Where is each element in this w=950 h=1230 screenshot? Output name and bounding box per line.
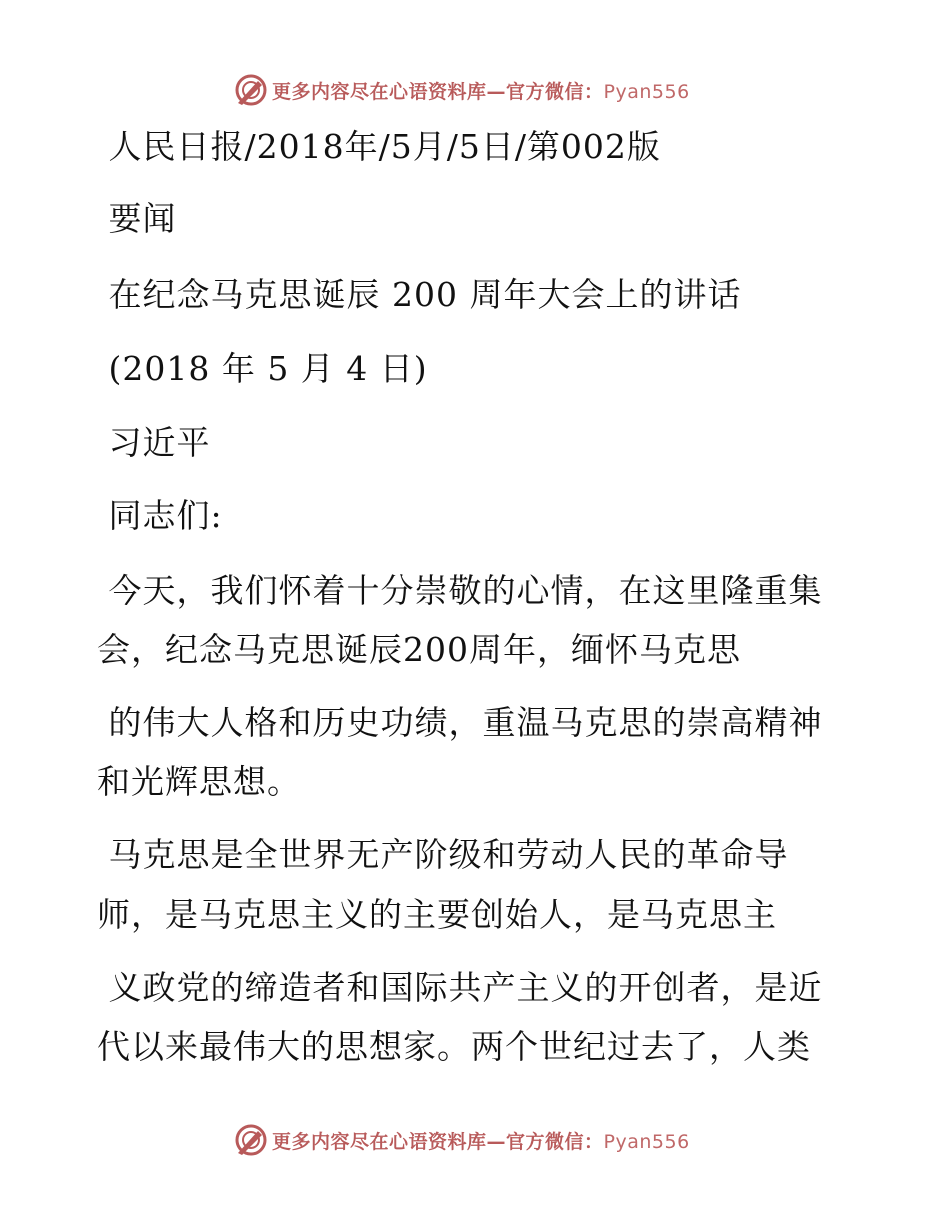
doc-line-paragraph: 的伟大人格和历史功绩，重温马克思的崇高精神 bbox=[97, 703, 823, 742]
doc-line-paragraph: 会，纪念马克思诞辰200周年，缅怀马克思 bbox=[97, 630, 741, 669]
pen-logo-icon bbox=[234, 73, 268, 107]
doc-line-paragraph: 义政党的缔造者和国际共产主义的开创者，是近 bbox=[97, 968, 823, 1007]
doc-line-paragraph: 师，是马克思主义的主要创始人，是马克思主 bbox=[97, 895, 777, 934]
watermark-header bbox=[234, 72, 690, 108]
doc-line-paragraph: 和光辉思想。 bbox=[97, 762, 301, 801]
watermark-footer bbox=[234, 1122, 690, 1158]
doc-line-paragraph: 代以来最伟大的思想家。两个世纪过去了，人类 bbox=[97, 1027, 811, 1066]
doc-line-paragraph: 马克思是全世界无产阶级和劳动人民的革命导 bbox=[97, 835, 789, 874]
doc-line-title: 在纪念马克思诞辰 200 周年大会上的讲话 bbox=[97, 275, 742, 314]
doc-line-author: 习近平 bbox=[97, 423, 211, 462]
pen-logo-icon bbox=[234, 1123, 268, 1157]
doc-line-date: (2018 年 5 月 4 日) bbox=[97, 349, 428, 388]
watermark-text: 更多内容尽在心语资料库—官方微信：Pyan556 bbox=[272, 1130, 690, 1153]
doc-line-section: 要闻 bbox=[97, 199, 177, 238]
doc-line-source: 人民日报/2018年/5月/5日/第002版 bbox=[97, 127, 661, 166]
watermark-text: 更多内容尽在心语资料库—官方微信：Pyan556 bbox=[272, 80, 690, 103]
doc-line-salutation: 同志们: bbox=[97, 496, 223, 535]
doc-line-paragraph: 今天，我们怀着十分崇敬的心情，在这里隆重集 bbox=[97, 571, 823, 610]
